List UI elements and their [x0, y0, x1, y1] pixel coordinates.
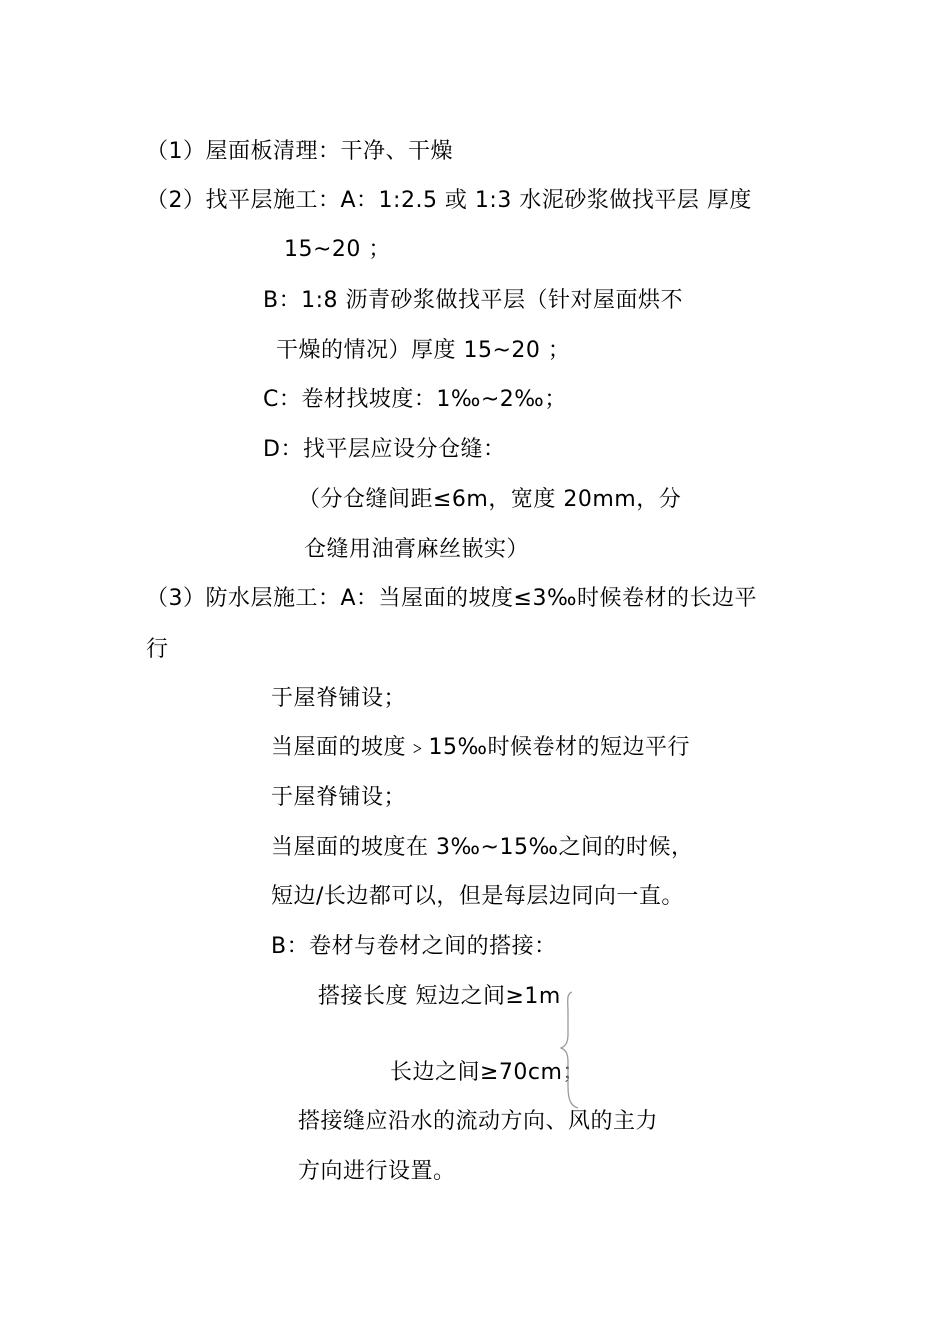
text-line-2: （2）找平层施工：A：1:2.5 或 1:3 水泥砂浆做找平层 厚度 [146, 188, 752, 213]
text-line-3: 15~20 ； [284, 237, 391, 262]
curly-brace-icon [558, 990, 586, 1110]
text-line-21: 方向进行设置。 [298, 1159, 456, 1184]
text-line-1: （1）屋面板清理：干净、干燥 [146, 139, 453, 164]
text-line-11: 行 [146, 637, 169, 662]
text-line-7: D：找平层应设分仓缝： [263, 437, 506, 462]
text-line-14: 于屋脊铺设； [271, 785, 407, 810]
text-line-20: 搭接缝应沿水的流动方向、风的主力 [298, 1109, 659, 1134]
text-line-16: 短边/长边都可以，但是每层边同向一直。 [271, 884, 684, 909]
text-line-5: 干燥的情况）厚度 15~20 ； [276, 338, 571, 363]
text-line-4: B：1:8 沥青砂浆做找平层（针对屋面烘不 [263, 288, 683, 313]
text-line-8: （分仓缝间距≤6m，宽度 20mm，分 [298, 487, 682, 512]
text-line-9: 仓缝用油膏麻丝嵌实） [304, 537, 530, 562]
text-line-19: 长边之间≥70cm； [390, 1060, 585, 1085]
text-line-6: C：卷材找坡度：1‰~2‰； [263, 387, 567, 412]
text-line-18: 搭接长度 短边之间≥1m [318, 984, 561, 1009]
text-line-17: B：卷材与卷材之间的搭接： [271, 934, 557, 959]
text-line-15: 当屋面的坡度在 3‰~15‰之间的时候， [271, 835, 694, 860]
text-line-10: （3）防水层施工：A：当屋面的坡度≤3‰时候卷材的长边平 [146, 586, 757, 611]
text-line-13: 当屋面的坡度﹥15‰时候卷材的短边平行 [271, 735, 691, 760]
text-line-12: 于屋脊铺设； [271, 686, 407, 711]
